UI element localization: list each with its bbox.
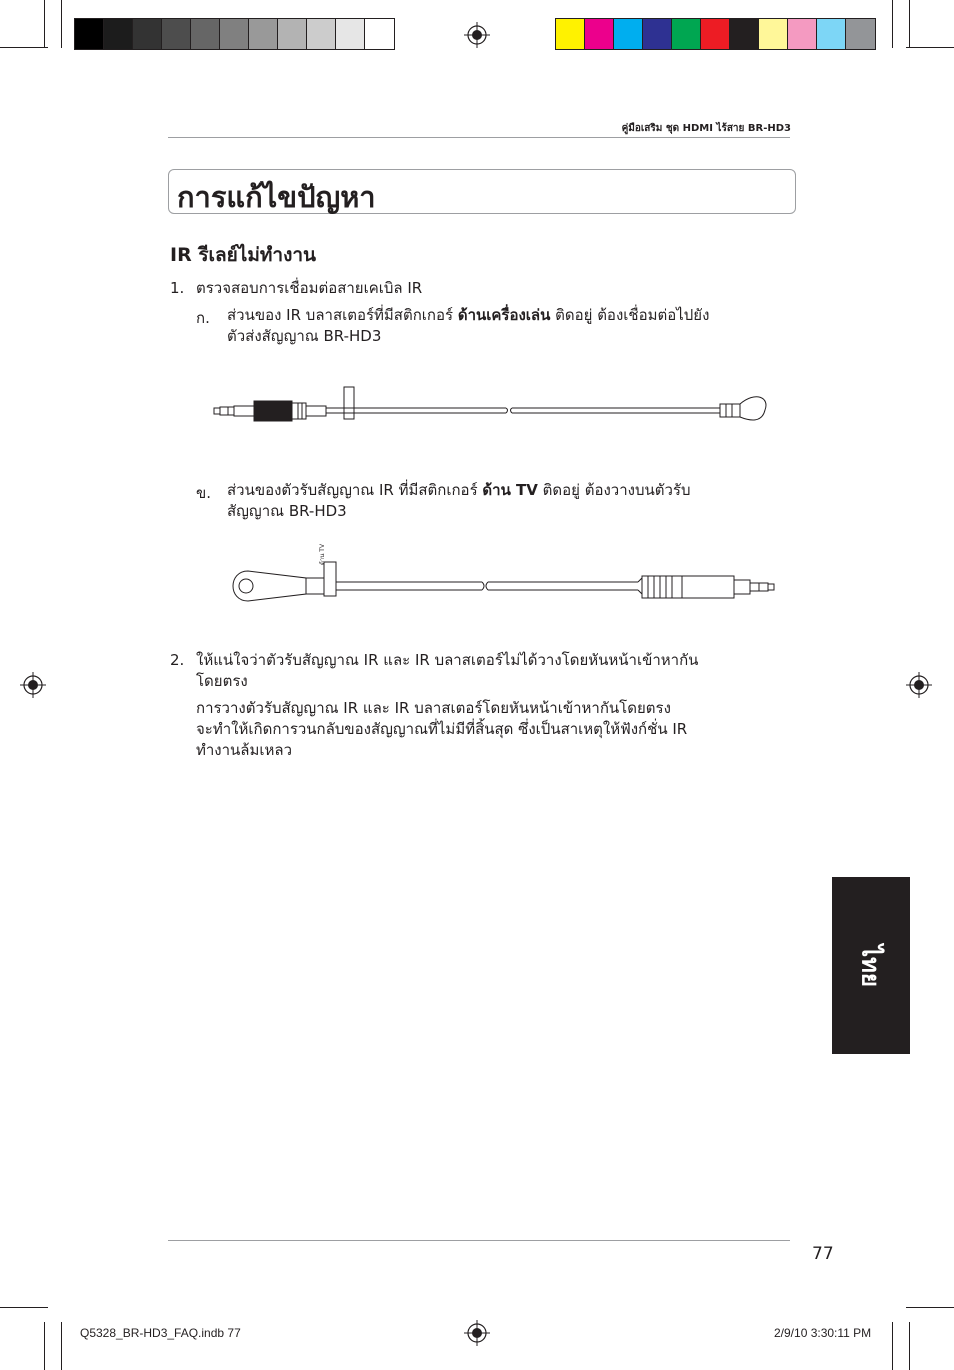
sub-item-b-line2: สัญญาณ BR-HD3 — [227, 502, 347, 520]
crop-mark — [0, 47, 48, 48]
ir-receiver-cable-illustration — [226, 558, 782, 610]
color-swatch — [846, 19, 875, 49]
item2-line1: ให้แน่ใจว่าตัวรับสัญญาณ IR และ IR บลาสเตอร์ไม่ได้วางโดยหันหน้าเข้าหากัน — [196, 651, 699, 669]
color-swatch — [191, 19, 220, 49]
color-swatch — [788, 19, 817, 49]
color-swatch — [104, 19, 133, 49]
color-swatch — [162, 19, 191, 49]
process-color-bar — [555, 18, 876, 50]
running-header: คู่มือเสริม ชุด HDMI ไร้สาย BR-HD3 — [621, 123, 791, 134]
sub-item-b-line1 — [227, 480, 690, 501]
sub-item-a-bold: ด้านเครื่องเล่น — [457, 306, 551, 324]
crop-mark — [892, 1322, 893, 1370]
slug-timestamp: 2/9/10 3:30:11 PM — [774, 1326, 872, 1340]
color-swatch — [365, 19, 394, 49]
color-swatch — [75, 19, 104, 49]
item2-line2: โดยตรง — [196, 672, 248, 690]
color-swatch — [672, 19, 701, 49]
color-swatch — [133, 19, 162, 49]
sub-item-a-line1 — [227, 305, 709, 326]
crop-mark — [44, 1322, 45, 1370]
crop-mark — [906, 47, 954, 48]
color-swatch — [278, 19, 307, 49]
language-side-tab — [832, 877, 910, 1054]
chapter-title: การแก้ไขปัญหา — [177, 180, 376, 214]
footer-rule — [168, 1240, 790, 1241]
color-swatch — [556, 19, 585, 49]
crop-mark — [0, 1307, 48, 1308]
color-swatch — [307, 19, 336, 49]
color-swatch — [249, 19, 278, 49]
item2-paragraph-line1: การวางตัวรับสัญญาณ IR และ IR บลาสเตอร์โดยหันหน้าเข้าหากันโดยตรง — [196, 699, 671, 717]
sub-item-a-line2: ตัวส่งสัญญาณ BR-HD3 — [227, 327, 382, 345]
crop-mark — [61, 1322, 62, 1370]
sub-item-b-bold: ด้าน TV — [482, 481, 538, 499]
crop-mark — [909, 0, 910, 48]
sub-item-b-text: ส่วนของตัวรับสัญญาณ IR ที่มีสติกเกอร์ — [227, 481, 483, 499]
color-swatch — [220, 19, 249, 49]
grayscale-color-bar — [74, 18, 395, 50]
chapter-title-box — [168, 169, 796, 214]
color-swatch — [701, 19, 730, 49]
section-heading: IR รีเลย์ไม่ทำงาน — [170, 244, 316, 266]
color-swatch — [643, 19, 672, 49]
sub-item-marker: ก. — [196, 309, 210, 327]
page-number: 77 — [812, 1244, 834, 1264]
item-number: 2. — [170, 651, 185, 669]
sub-item-a-text: ติดอยู่ ต้องเชื่อมต่อไปยัง — [550, 306, 710, 324]
color-swatch — [336, 19, 365, 49]
item2-paragraph-line3: ทำงานล้มเหลว — [196, 741, 293, 759]
crop-mark — [909, 1322, 910, 1370]
color-swatch — [614, 19, 643, 49]
crop-mark — [892, 0, 893, 48]
header-rule — [168, 137, 790, 138]
registration-mark-icon — [464, 1320, 490, 1346]
sub-item-a-text: ส่วนของ IR บลาสเตอร์ที่มีสติกเกอร์ — [227, 306, 458, 324]
color-swatch — [585, 19, 614, 49]
crop-mark — [61, 0, 62, 48]
item-text: ตรวจสอบการเชื่อมต่อสายเคเบิล IR — [196, 279, 423, 297]
crop-mark — [44, 0, 45, 48]
color-swatch — [759, 19, 788, 49]
registration-mark-icon — [20, 672, 46, 698]
color-swatch — [817, 19, 846, 49]
sub-item-marker: ข. — [196, 484, 212, 502]
item-number: 1. — [170, 279, 185, 297]
sticker-label: ด้าน TV — [319, 543, 326, 565]
registration-mark-icon — [906, 672, 932, 698]
crop-mark — [906, 1307, 954, 1308]
color-swatch — [730, 19, 759, 49]
sub-item-b-text: ติดอยู่ ต้องวางบนตัวรับ — [537, 481, 691, 499]
item2-paragraph-line2: จะทำให้เกิดการวนกลับของสัญญาณที่ไม่มีที่สิ้นสุด ซึ่งเป็นสาเหตุให้ฟังก์ชั่น IR — [196, 720, 688, 738]
ir-blaster-cable-illustration — [210, 383, 770, 433]
registration-mark-icon — [464, 22, 490, 48]
slug-filename: Q5328_BR-HD3_FAQ.indb 77 — [80, 1326, 241, 1340]
language-tab-label: ไทย — [856, 944, 885, 987]
